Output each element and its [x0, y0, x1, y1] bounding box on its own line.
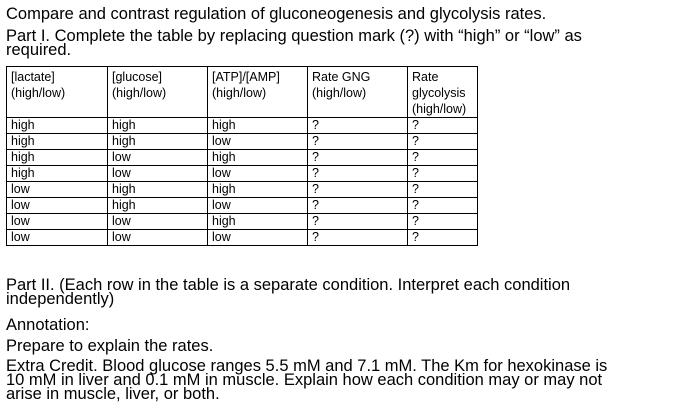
cell-rate-gng: ?	[308, 118, 408, 134]
extra-credit-line1: Extra Credit. Blood glucose ranges 5.5 mM and 7.1 mM. The Km for hexokinase is	[6, 357, 608, 375]
part1-line2: required.	[6, 41, 72, 59]
cell-rate-glycolysis: ?	[408, 166, 478, 182]
annotation-label: Annotation:	[6, 316, 90, 334]
cell-atp-amp: high	[208, 214, 308, 230]
extra-credit-paragraph	[6, 359, 607, 401]
cell-rate-glycolysis: ?	[408, 118, 478, 134]
cell-glucose: high	[108, 182, 208, 198]
table-row	[7, 198, 478, 214]
cell-lactate: high	[7, 118, 108, 134]
table-row	[7, 230, 478, 246]
cell-glucose: high	[108, 134, 208, 150]
extra-credit-line2: 10 mM in liver and 0.1 mM in muscle. Explain how each condition may or may not	[6, 371, 603, 389]
part2-instructions	[6, 278, 570, 306]
cell-rate-gng: ?	[308, 134, 408, 150]
cell-glucose: low	[108, 230, 208, 246]
cell-atp-amp: high	[208, 150, 308, 166]
cell-rate-glycolysis: ?	[408, 230, 478, 246]
part2-line1: Part II. (Each row in the table is a separate condition. Interpret each condition	[6, 276, 571, 294]
cell-glucose: low	[108, 166, 208, 182]
cell-lactate: high	[7, 150, 108, 166]
table-row	[7, 166, 478, 182]
cell-rate-gng: ?	[308, 182, 408, 198]
cell-glucose: high	[108, 198, 208, 214]
cell-lactate: high	[7, 134, 108, 150]
cell-rate-glycolysis: ?	[408, 214, 478, 230]
regulation-table	[6, 66, 478, 246]
cell-rate-glycolysis: ?	[408, 198, 478, 214]
cell-glucose: high	[108, 118, 208, 134]
cell-rate-glycolysis: ?	[408, 150, 478, 166]
cell-lactate: low	[7, 198, 108, 214]
header-rate-gng: Rate GNG (high/low)	[308, 67, 408, 118]
cell-rate-gng: ?	[308, 150, 408, 166]
cell-atp-amp: high	[208, 182, 308, 198]
cell-glucose: low	[108, 214, 208, 230]
header-rate-glycolysis: Rate glycolysis (high/low)	[408, 67, 478, 118]
cell-rate-gng: ?	[308, 198, 408, 214]
table-row	[7, 118, 478, 134]
cell-rate-gng: ?	[308, 214, 408, 230]
cell-atp-amp: high	[208, 118, 308, 134]
cell-rate-gng: ?	[308, 166, 408, 182]
header-glucose: [glucose] (high/low)	[108, 67, 208, 118]
table-header-row	[7, 67, 478, 118]
cell-lactate: low	[7, 214, 108, 230]
table-row	[7, 150, 478, 166]
cell-rate-glycolysis: ?	[408, 182, 478, 198]
cell-atp-amp: low	[208, 166, 308, 182]
cell-lactate: high	[7, 166, 108, 182]
header-lactate: [lactate] (high/low)	[7, 67, 108, 118]
cell-lactate: low	[7, 230, 108, 246]
cell-glucose: low	[108, 150, 208, 166]
cell-atp-amp: low	[208, 134, 308, 150]
part1-line1: Part I. Complete the table by replacing question mark (?) with “high” or “low” as	[6, 27, 582, 45]
table-row	[7, 214, 478, 230]
cell-rate-gng: ?	[308, 230, 408, 246]
cell-rate-glycolysis: ?	[408, 134, 478, 150]
part1-instructions	[6, 29, 582, 57]
question-title: Compare and contrast regulation of gluconeogenesis and glycolysis rates.	[6, 5, 547, 23]
cell-lactate: low	[7, 182, 108, 198]
prepare-instruction: Prepare to explain the rates.	[6, 337, 214, 355]
cell-atp-amp: low	[208, 198, 308, 214]
cell-atp-amp: low	[208, 230, 308, 246]
part2-line2: independently)	[6, 290, 115, 308]
extra-credit-line3: arise in muscle, liver, or both.	[6, 385, 220, 403]
table-row	[7, 134, 478, 150]
header-atp-amp: [ATP]/[AMP] (high/low)	[208, 67, 308, 118]
table-row	[7, 182, 478, 198]
